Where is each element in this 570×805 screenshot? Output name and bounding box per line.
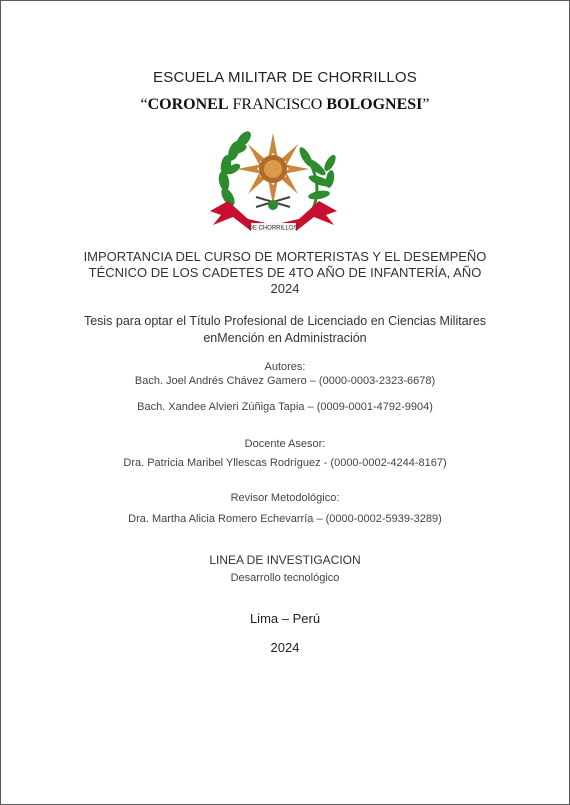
advisor-name: Dra. Patricia Maribel Yllescas Rodríguez - (0000-0002-4244-8167) [123, 457, 447, 469]
year: 2024 [270, 640, 300, 655]
thesis-purpose: Tesis para optar el Título Profesional de Licenciado en Ciencias Militares enMención en Administración [83, 314, 487, 345]
research-line-value: Desarrollo tecnológico [230, 572, 340, 584]
institution-name: ESCUELA MILITAR DE CHORRILLOS [153, 69, 417, 86]
research-line-label: LINEA DE INVESTIGACION [209, 553, 361, 567]
author-2: Bach. Xandee Alvieri Zúñiga Tapia – (0009-0001-4792-9904) [137, 401, 433, 413]
seal-ribbon-text: DE CHORRILLOS [248, 225, 298, 232]
military-school-seal-icon [206, 123, 341, 245]
thesis-title: IMPORTANCIA DEL CURSO DE MORTERISTAS Y EL DESEMPEÑO TÉCNICO DE LOS CADETES DE 4TO AÑO DE INFANTERÍA, AÑO 2024 [83, 249, 487, 296]
institution-subtitle: “CORONEL FRANCISCO BOLOGNESI” [140, 96, 430, 113]
authors-label: Autores: [264, 361, 306, 373]
reviewer-name: Dra. Martha Alicia Romero Echevarría – (0000-0002-5939-3289) [128, 513, 442, 525]
advisor-label: Docente Asesor: [244, 438, 326, 450]
author-1: Bach. Joel Andrés Chávez Gamero – (0000-0003-2323-6678) [134, 375, 436, 387]
reviewer-label: Revisor Metodológico: [230, 492, 340, 504]
place: Lima – Perú [249, 611, 321, 626]
